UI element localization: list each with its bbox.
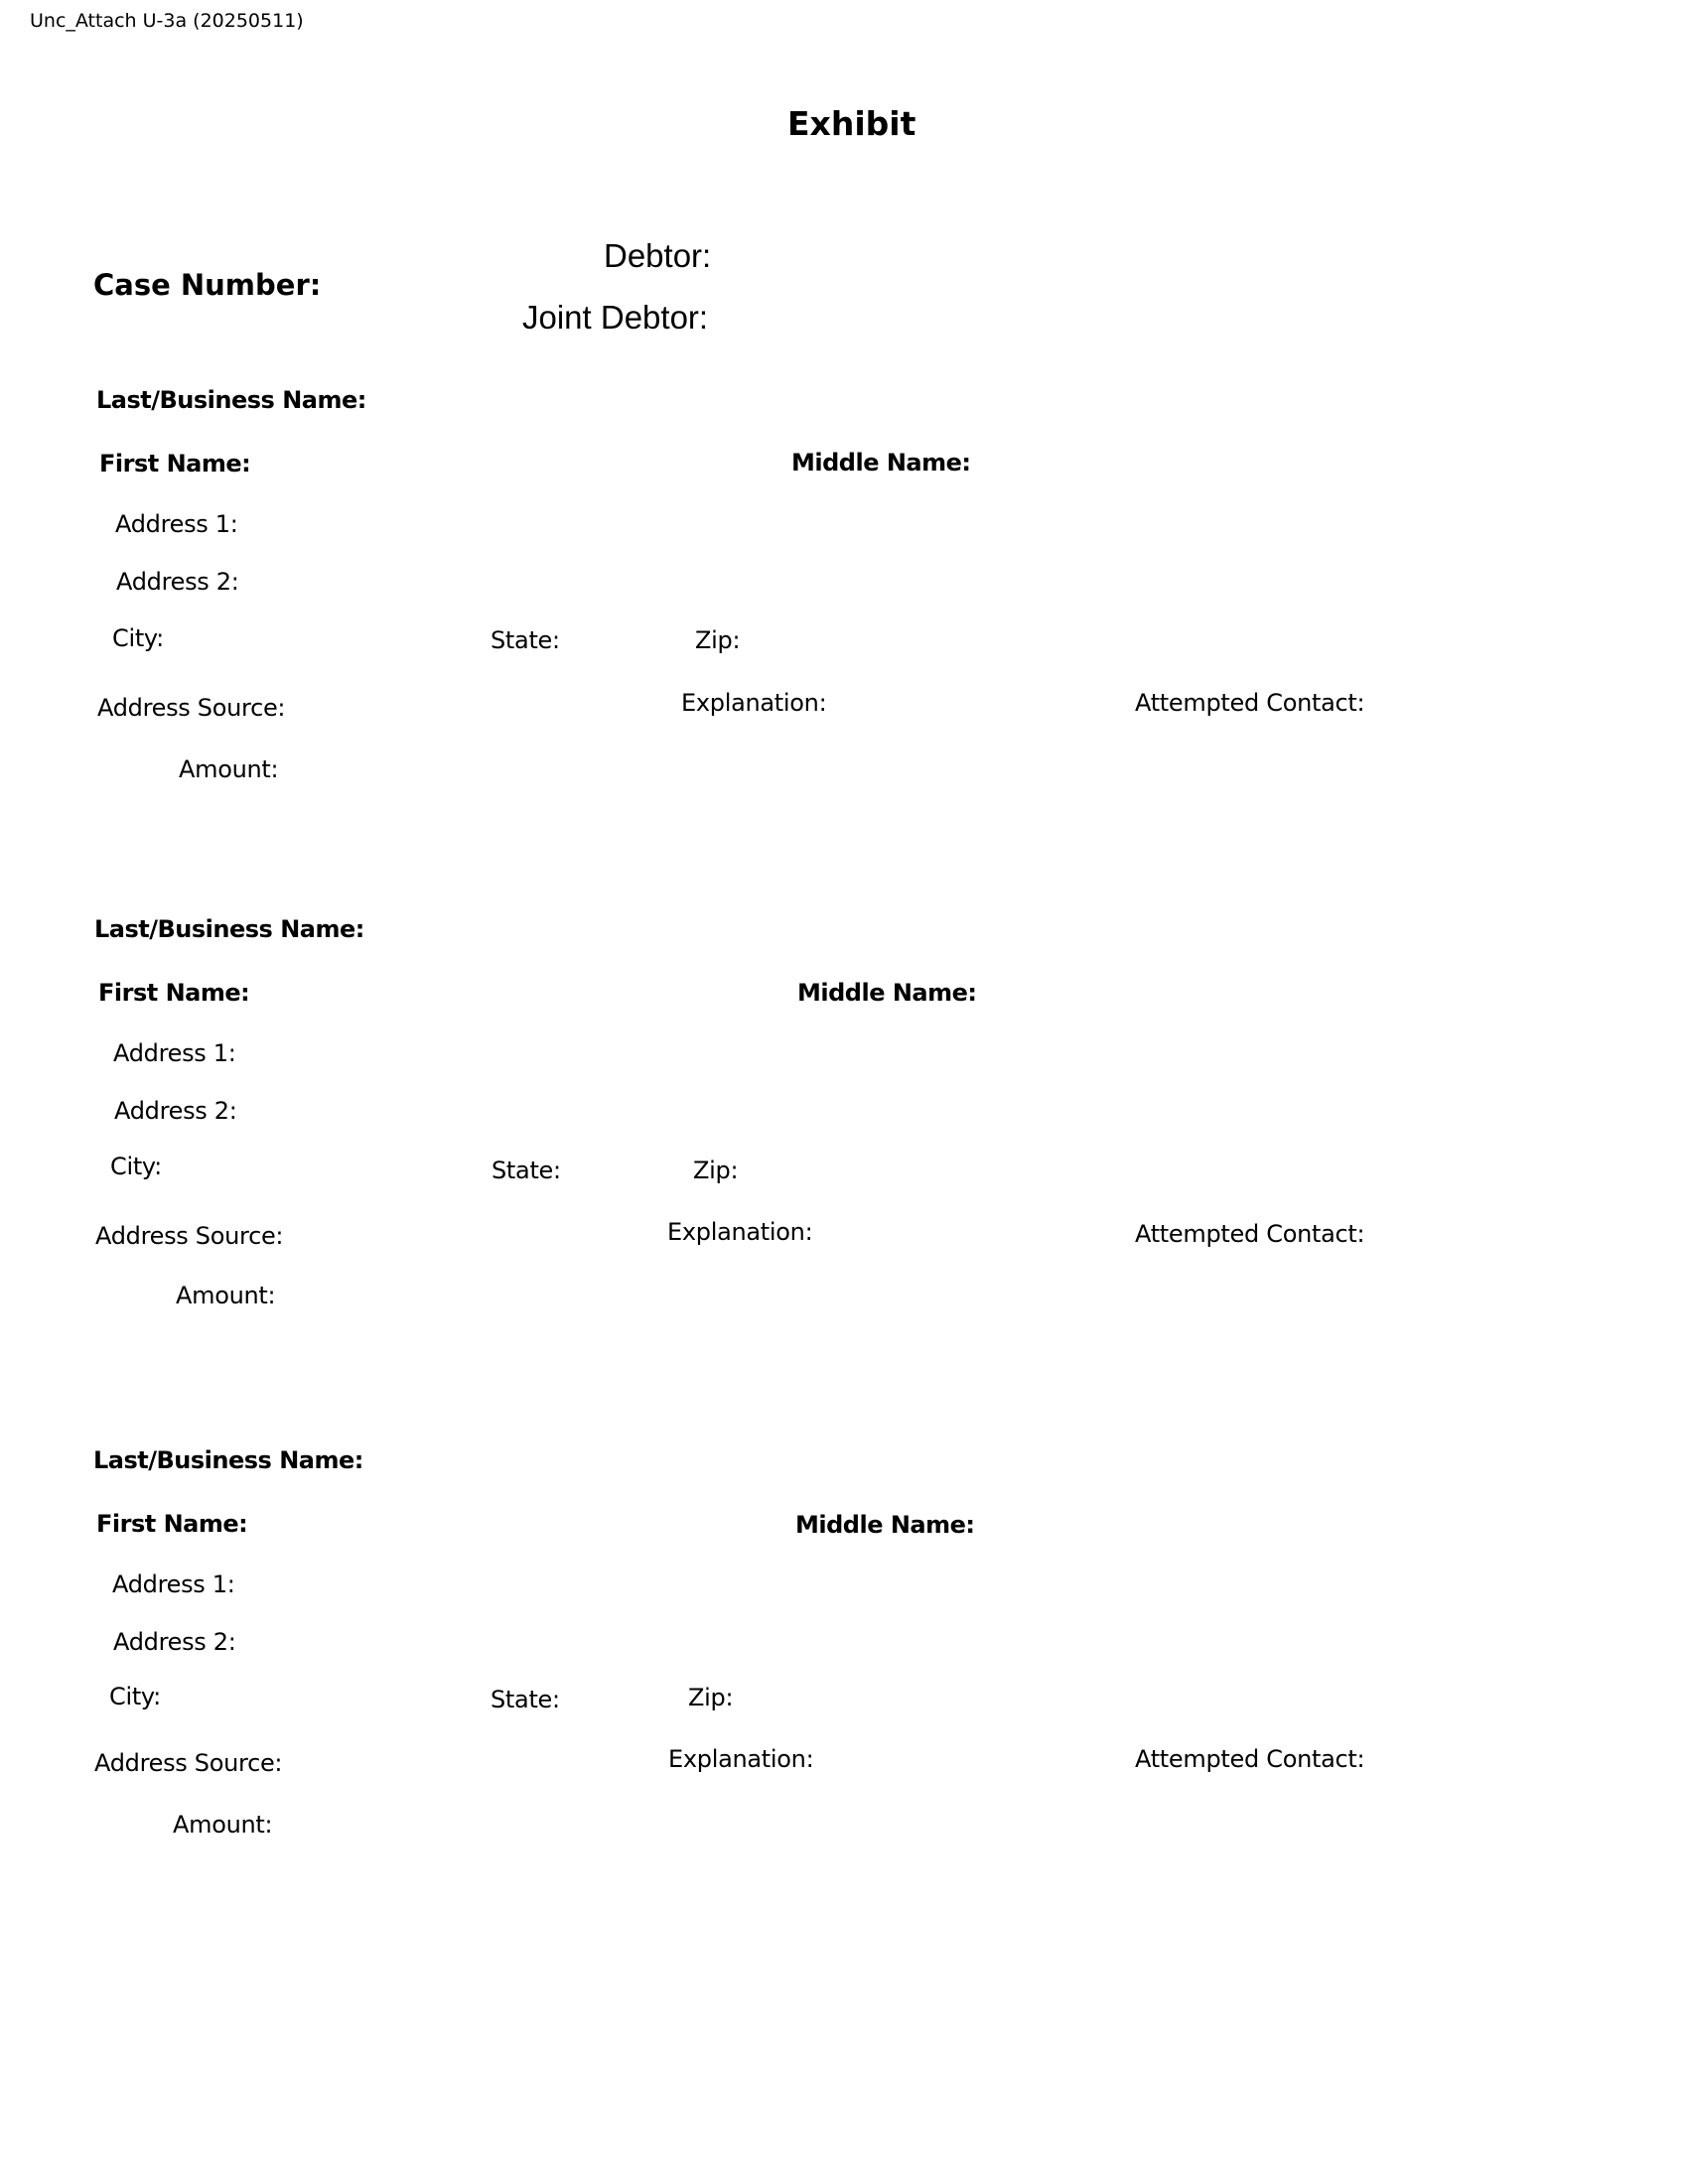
address1-label: Address 1: [113, 1039, 236, 1067]
last-business-name-label: Last/Business Name: [94, 915, 364, 943]
first-name-label: First Name: [99, 450, 251, 478]
zip-label: Zip: [695, 626, 741, 654]
explanation-label: Explanation: [667, 1218, 813, 1246]
first-name-label: First Name: [98, 979, 250, 1007]
document-id-header: Unc_Attach U-3a (20250511) [30, 10, 304, 32]
attempted-contact-label: Attempted Contact: [1135, 1220, 1365, 1248]
address2-label: Address 2: [113, 1628, 236, 1656]
amount-label: Amount: [179, 755, 279, 783]
address2-label: Address 2: [114, 1097, 237, 1125]
middle-name-label: Middle Name: [791, 449, 971, 477]
address-source-label: Address Source: [94, 1749, 283, 1777]
address2-label: Address 2: [116, 568, 239, 596]
state-label: State: [491, 1686, 560, 1713]
address-source-label: Address Source: [95, 1222, 284, 1250]
state-label: State: [491, 626, 560, 654]
amount-label: Amount: [173, 1811, 273, 1839]
address1-label: Address 1: [115, 510, 238, 538]
joint-debtor-label: Joint Debtor: [522, 299, 709, 336]
city-label: City: [109, 1683, 161, 1710]
state-label: State: [492, 1157, 561, 1184]
attempted-contact-label: Attempted Contact: [1135, 1745, 1365, 1773]
case-number-label: Case Number: [93, 268, 322, 302]
debtor-label: Debtor: [604, 237, 712, 274]
middle-name-label: Middle Name: [797, 979, 977, 1007]
zip-label: Zip: [688, 1684, 734, 1711]
attempted-contact-label: Attempted Contact: [1135, 689, 1365, 717]
page-title: Exhibit [787, 104, 916, 143]
city-label: City: [112, 624, 164, 652]
zip-label: Zip: [693, 1157, 739, 1184]
explanation-label: Explanation: [668, 1745, 814, 1773]
middle-name-label: Middle Name: [795, 1511, 975, 1539]
city-label: City: [110, 1153, 162, 1180]
address-source-label: Address Source: [97, 694, 286, 722]
address1-label: Address 1: [112, 1570, 235, 1598]
first-name-label: First Name: [96, 1510, 248, 1538]
explanation-label: Explanation: [681, 689, 827, 717]
last-business-name-label: Last/Business Name: [93, 1446, 363, 1474]
last-business-name-label: Last/Business Name: [96, 386, 366, 414]
amount-label: Amount: [176, 1282, 276, 1309]
